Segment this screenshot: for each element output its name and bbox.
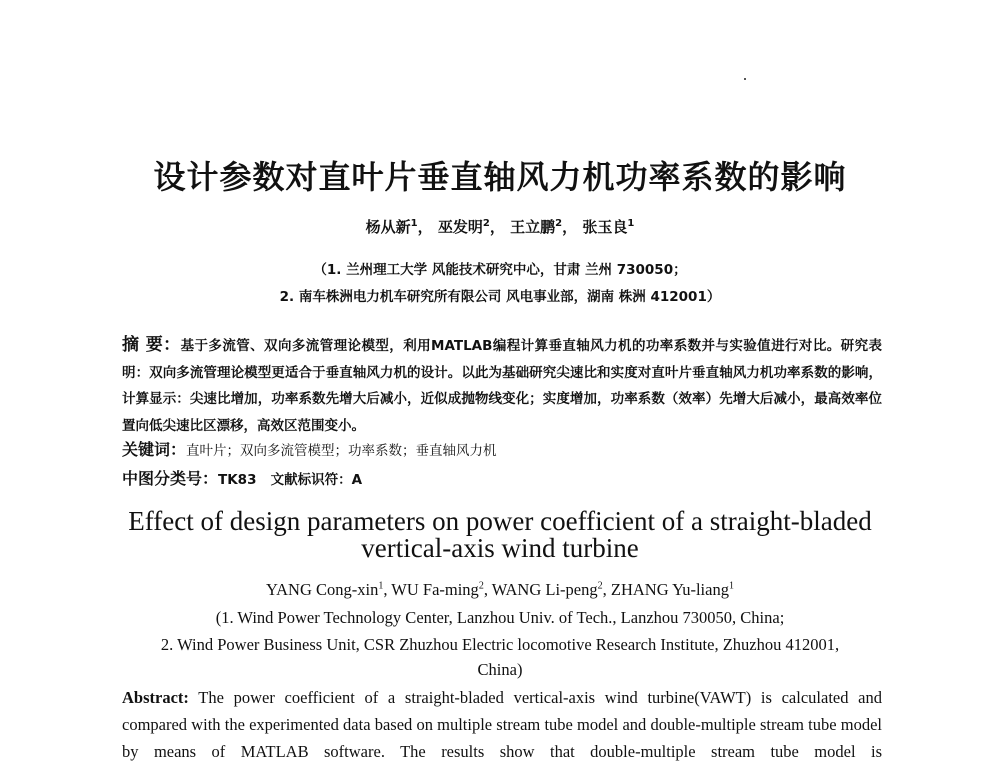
author-name: 杨从新 (365, 218, 411, 236)
title-english-line-2: vertical-axis wind turbine (361, 533, 639, 563)
keywords-label: 关键词： (122, 440, 187, 459)
title-english (0, 508, 1000, 562)
author-separator: , (483, 580, 492, 599)
authors-chinese (0, 216, 1000, 237)
classification-label: 中图分类号： (122, 469, 219, 488)
affiliation-english-3: China) (477, 660, 523, 679)
classification-chinese (122, 466, 362, 489)
author-affiliation-mark: 2 (482, 218, 490, 229)
author-name: 张玉良 (582, 218, 628, 236)
abstract-english (122, 684, 882, 765)
scan-dot (744, 78, 746, 80)
author-separator: , (383, 580, 392, 599)
abstract-english-label: Abstract: (122, 688, 189, 707)
author-affiliation-mark: 1 (410, 218, 418, 229)
author-name: ZHANG Yu-liang (610, 580, 729, 599)
affiliation-english-1: (1. Wind Power Technology Center, Lanzhou Univ. of Tech., Lanzhou 730050, China; (215, 608, 785, 627)
authors-english (0, 580, 1000, 600)
abstract-chinese-text: 基于多流管、双向多流管理论模型，利用MATLAB编程计算垂直轴风力机的功率系数并与实验值进行对比。研究表明：双向多流管理论模型更适合于垂直轴风力机的设计。以此为基础研究尖速比和实度对直叶片垂直轴风力机功率系数的影响，计算显示：尖速比增加，功率系数先增大后减小，近似成抛物线变化；实度增加，功率系数（效率）先增大后减小，最高效率位置向低尖速比区漂移，高效区范围变小。 (122, 338, 882, 434)
author-affiliation-mark: 2 (478, 580, 484, 592)
keywords-text: 直叶片；双向多流管模型；功率系数；垂直轴风力机 (186, 443, 497, 459)
author-name: 王立鹏 (510, 218, 556, 236)
affiliation-english-2: 2. Wind Power Business Unit, CSR Zhuzhou Electric locomotive Research Institute, Zhuzhou 412001, (160, 635, 840, 654)
author-separator: ， (562, 218, 578, 236)
author-affiliation-mark: 2 (597, 580, 603, 592)
author-separator: , (602, 580, 611, 599)
affiliation-chinese-1: （1. 兰州理工大学 风能技术研究中心，甘肃 兰州 730050； (313, 262, 687, 278)
abstract-chinese-label: 摘 要： (122, 335, 181, 355)
abstract-chinese (122, 332, 882, 439)
author-name: YANG Cong-xin (266, 580, 379, 599)
document-code-label: 文献标识符： (270, 472, 352, 488)
title-english-line-1: Effect of design parameters on power coefficient of a straight-bladed (128, 506, 872, 536)
abstract-english-text: The power coefficient of a straight-bladed vertical-axis wind turbine(VAWT) is calculated and compared with the experimented data based on multiple stream tube model and double-multiple stream tube model by means of MATLAB software. The results show that double-multiple stream tube model is (122, 688, 882, 761)
author-affiliation-mark: 2 (555, 218, 563, 229)
keywords-chinese (122, 437, 497, 464)
author-separator: ， (417, 218, 433, 236)
author-name: 巫发明 (437, 218, 483, 236)
author-name: WANG Li-peng (491, 580, 598, 599)
document-code-value: A (351, 472, 363, 488)
author-affiliation-mark: 1 (627, 218, 635, 229)
title-chinese: 设计参数对直叶片垂直轴风力机功率系数的影响 (153, 158, 847, 196)
affiliation-chinese-2: 2. 南车株洲电力机车研究所有限公司 风电事业部，湖南 株洲 412001） (279, 289, 721, 305)
author-affiliation-mark: 1 (378, 580, 384, 592)
author-affiliation-mark: 1 (728, 580, 734, 592)
classification-value: TK83 (218, 472, 257, 488)
author-name: WU Fa-ming (391, 580, 479, 599)
author-separator: ， (489, 218, 505, 236)
